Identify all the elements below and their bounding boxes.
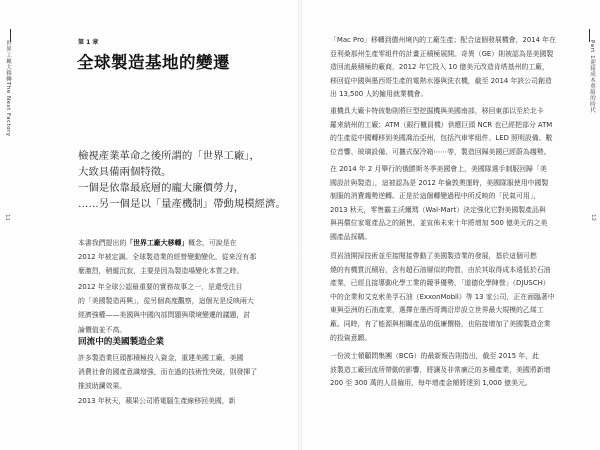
epigraph-line: 檢視產業革命之後所謂的「世界工廠」， (78, 150, 260, 162)
running-head-part: 世界工廠大移轉 (5, 40, 11, 82)
body-line: 國產品採購。 (330, 232, 372, 241)
body-paragraph (78, 236, 278, 279)
body-line: 國設計與製造」，這被認為是 2012 年倫敦奧運時，美國隊服使用中國製 (330, 178, 549, 187)
body-paragraph (78, 280, 278, 337)
running-head-title: 迎接成本重組的時代 (589, 59, 595, 114)
body-paragraph (330, 250, 574, 345)
body-line: 2013 秋天，零售霸主沃爾瑪（Wal-Mart）決定強化它對美國製產品與 (330, 205, 546, 214)
body-line: 波製造工廠回流所帶動的影響，將讓及非常廣泛的多種產業，美國將新增 (330, 365, 551, 374)
body-line: 位音響、玻璃設備、可攜式保冷箱⋯⋯等，製造回歸美國已經蔚為趨勢。 (330, 147, 551, 156)
body-line: 2012 年被定調。全球製造業的經營變動變化，從來沒有那 (78, 253, 257, 262)
body-line: 麼激烈，稍縱沉寂，主要是因為製造場變化本質之時。 (78, 267, 244, 276)
left-running-head (4, 40, 12, 137)
epigraph (78, 148, 286, 212)
body-paragraph (330, 105, 574, 159)
section-heading: 回流中的美國製造企業 (78, 337, 164, 347)
body-line: 的「美國製造再興」，從另個高度觀察，這個光是反映兩大 (78, 297, 254, 306)
body-line: 移回從中國與墨西哥生產的電熱水器與洗衣機，截至 2014 年該公司創造 (330, 76, 552, 85)
epigraph-line: 一個是依靠最底層的龐大廉價勞力， (78, 182, 245, 194)
body-line: 論價值並不高。 (78, 325, 127, 334)
body-paragraph (78, 351, 278, 408)
body-line: 2012 年全球公認最重要的實務故事之一，是還受注目 (78, 283, 243, 291)
body-paragraph (330, 163, 574, 245)
body-line: 羅來納州的工廠；ATM（銀行櫃員機）供應巨頭 NCR 也已經把部分 ATM (330, 120, 553, 129)
body-line: 經濟強權——美國與中國內部問題與環境變遷的議題，討 (78, 311, 251, 320)
body-line: 廠。同時，有了能源與相關產品的低廉價格，也陷接增加了美國製造企業 (330, 319, 551, 328)
body-line: 燒的有機質沉積岩，含有超石油層似的物質，由於其取得成本遠低於石油 (330, 265, 551, 274)
left-page (0, 0, 298, 450)
body-line: 許多製造業巨頭都積極投入資金，重建美國工廠，美國 (78, 354, 244, 362)
body-line: 制服的消費趨勢逆轉。正是於這個轉變過程中所反映的「民氣可用」， (330, 192, 541, 201)
running-head-part: Part 1 (589, 40, 595, 60)
right-running-head (588, 40, 596, 113)
body-line: 200 至 300 萬的人員僱用，每年增產金額將達到 1,000 億美元。 (330, 379, 532, 388)
body-line: 的投資意願。 (330, 333, 372, 342)
body-line: 頁岩油開採技術並至接閱接帶動了美國製造業的發展，基於這個可燃 (330, 252, 537, 260)
body-line: 推波助瀾效果。 (78, 382, 127, 391)
body-line: 重機具大廠卡特彼勒則將巨型挖掘機與美國南部，移回東部以至於北卡 (330, 107, 544, 115)
body-line: 與再償位家電產品之的銷售，並宣佈未來十年將增加 500 億美元的之美 (330, 219, 548, 228)
body-line: 一份波士頓顧問集團（BCG）的最新報告則指出，截至 2015 年，此 (330, 352, 539, 360)
body-line: 東與亞洲的石油產業，選擇在墨西哥灣沿岸設立世界最大規模的乙烯工 (330, 306, 544, 315)
body-paragraph (330, 350, 574, 391)
right-page-number: 12 (590, 214, 596, 221)
body-line: 本書我們提出的「世界工廠大移轉」概念，可說是在 (78, 239, 237, 247)
key-concept-highlight: 「世界工廠大移轉」 (126, 239, 189, 247)
epigraph-line: 大致具備兩個特徵。 (78, 166, 172, 178)
body-line: 消費社會的國產意識增強，而在過的技術性突破，則發揮了 (78, 368, 258, 377)
body-line: 的生產從中國轉移到美國喬治亞州，包括汽車零組件、LED 照明設備、數 (330, 134, 553, 143)
chapter-title: 全球製造基地的變遷 (77, 53, 230, 72)
body-line: 在 2014 年 2 月舉行的俄勝斯冬季美國會上，美國隊選手制服回歸「美 (330, 165, 547, 173)
body-line: 中的企業和艾克索美孚石油（ExxonMobil）等 13 家公司，正在面臨著中 (330, 292, 555, 301)
body-line: 2013 年秋天，蘋果公司將電腦生產線移回美國，新 (78, 396, 236, 405)
body-line: 亞利桑那州生產零組件的計畫正積極展開。奇異（GE）則被認為是美國製 (330, 49, 554, 58)
body-line: 造回流最積極的廠商，2012 年它投入 10 億美元改造肯塔基州的工廠， (330, 63, 549, 72)
body-line: 產業，已經且接導動化學工業的競爭優勢，「道德化學陣營」（DJUSCH） (330, 279, 550, 288)
body-paragraph (330, 34, 574, 102)
body-line: 出 13,500 人的僱用就業機會。 (330, 90, 428, 99)
running-head-title: The Next Factory (5, 82, 11, 137)
epigraph-line: ……另一個是以「量產機制」帶動規模經濟。 (78, 198, 286, 210)
body-line: 「Mac Pro」移轉到德州境內的工廠生產；配合這個發展機會，2014 年在 (330, 36, 556, 44)
left-page-number: 11 (4, 214, 10, 221)
chapter-label: 第 1 章 (78, 39, 99, 46)
